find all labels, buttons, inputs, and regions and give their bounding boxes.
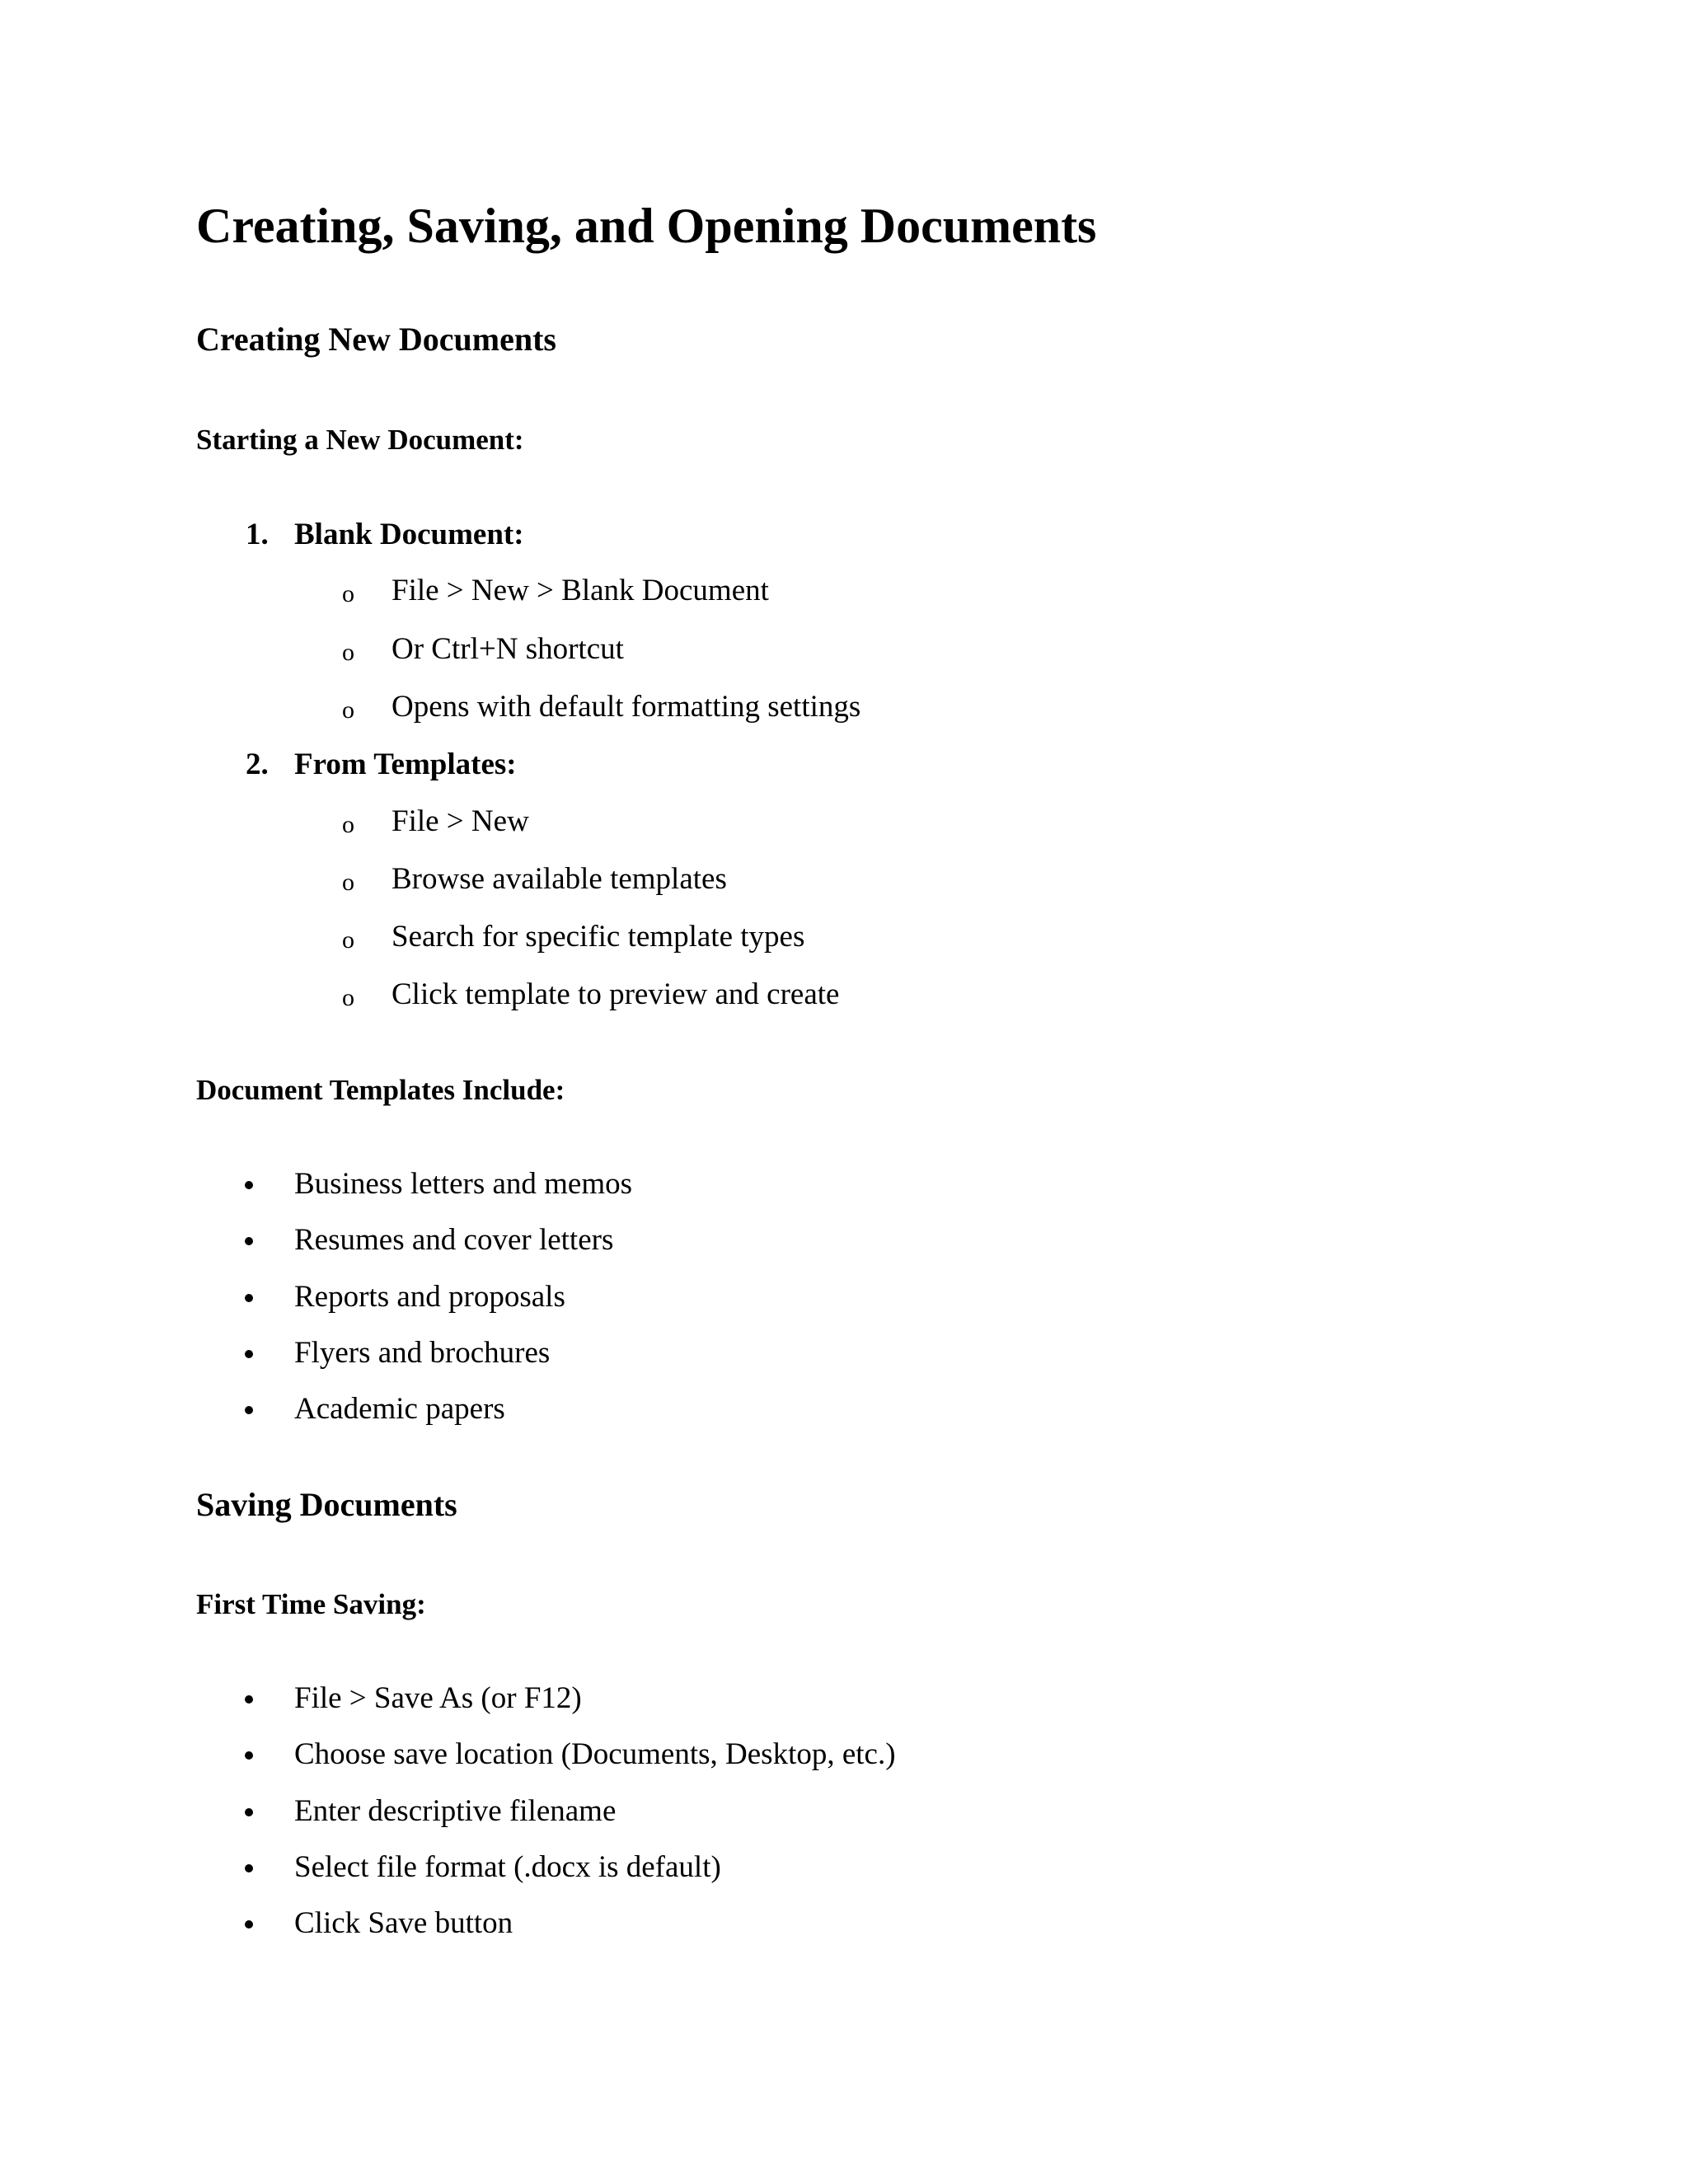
- list-item: Enter descriptive filename: [294, 1794, 617, 1828]
- list-item: Or Ctrl+N shortcut: [392, 632, 624, 666]
- bullet-marker: [245, 1181, 253, 1189]
- list-item: Business letters and memos: [294, 1167, 633, 1201]
- sub-bullet-marker: o: [342, 926, 354, 954]
- list-item: File > Save As (or F12): [294, 1681, 582, 1715]
- bullet-marker: [245, 1864, 253, 1872]
- list-item: Academic papers: [294, 1392, 505, 1426]
- subheading-document-templates: Document Templates Include:: [196, 1074, 565, 1106]
- bullet-marker: [245, 1920, 253, 1929]
- list-item: Click template to preview and create: [392, 977, 840, 1011]
- bullet-marker: [245, 1237, 253, 1245]
- bullet-marker: [245, 1751, 253, 1760]
- list-item: Click Save button: [294, 1906, 513, 1940]
- list-item: Flyers and brochures: [294, 1336, 551, 1370]
- list-item: Search for specific template types: [392, 920, 805, 954]
- subheading-first-time-saving: First Time Saving:: [196, 1588, 426, 1620]
- list-item: File > New: [392, 804, 529, 838]
- sub-bullet-marker: o: [342, 984, 354, 1011]
- step-label-blank-document: Blank Document:: [294, 518, 524, 551]
- list-item: File > New > Blank Document: [392, 574, 769, 607]
- step-label-from-templates: From Templates:: [294, 748, 517, 781]
- list-item: Resumes and cover letters: [294, 1223, 614, 1257]
- bullet-marker: [245, 1294, 253, 1302]
- list-item: Reports and proposals: [294, 1280, 565, 1314]
- sub-bullet-marker: o: [342, 869, 354, 896]
- sub-bullet-marker: o: [342, 696, 354, 724]
- bullet-marker: [245, 1695, 253, 1704]
- subheading-starting-new-document: Starting a New Document:: [196, 424, 524, 456]
- list-item: Browse available templates: [392, 862, 727, 896]
- sub-bullet-marker: o: [342, 811, 354, 838]
- bullet-marker: [245, 1808, 253, 1816]
- sub-bullet-marker: o: [342, 580, 354, 607]
- list-item: Select file format (.docx is default): [294, 1850, 721, 1884]
- bullet-marker: [245, 1350, 253, 1358]
- section-heading-saving: Saving Documents: [196, 1486, 457, 1523]
- section-heading-creating: Creating New Documents: [196, 321, 556, 358]
- step-number: 1.: [246, 518, 269, 551]
- list-item: Choose save location (Documents, Desktop, etc.): [294, 1737, 896, 1771]
- bullet-marker: [245, 1406, 253, 1414]
- step-number: 2.: [246, 748, 269, 781]
- list-item: Opens with default formatting settings: [392, 690, 861, 724]
- sub-bullet-marker: o: [342, 639, 354, 666]
- page-title: Creating, Saving, and Opening Documents: [196, 199, 1097, 253]
